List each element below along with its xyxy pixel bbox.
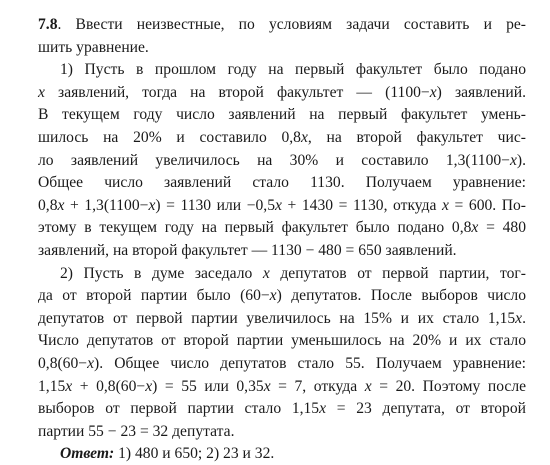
part2-line-5: 0,8(60−x). Общее число депутатов стало 55. Получаем уравнение: xyxy=(38,355,526,372)
problem-header-line-1 xyxy=(38,14,526,36)
part2-line-7: выборов от первой партии стало 1,15x = 23 депутата, от второй xyxy=(38,400,526,418)
problem-header-line-2: шить уравнение. xyxy=(38,38,149,56)
part2-line-6: 1,15x + 0,8(60−x) = 55 или 0,35x = 7, откуда x = 20. Поэтому после xyxy=(38,377,527,395)
part2-line-8: партии 55 − 23 = 32 депутата. xyxy=(38,422,235,440)
part1-line-9: заявлений, на второй факультет — 1130 − 480 = 650 заявлений. xyxy=(38,242,457,259)
part1-line-2: x заявлений, тогда на второй факультет — (1100−x) заявлений. xyxy=(38,83,526,101)
part2-line-4: Число депутатов от второй партии уменьшилось на 20% и их стало xyxy=(38,332,526,350)
part1-line-1: 1) Пусть в прошлом году на первый факультет было подано xyxy=(60,61,526,79)
part1-line-8: этому в текущем году на первый факультет было подано 0,8x = 480 xyxy=(38,219,526,237)
part1-line-4: шилось на 20% и составило 0,8x, на второй факультет чис- xyxy=(38,129,526,146)
part2-line-3: депутатов от первой партии увеличилось на 15% и их стало 1,15x. xyxy=(38,309,526,327)
problem-statement: . Ввести неизвестные, по условиям задачи составить и ре- xyxy=(57,16,526,33)
part2-line-2: да от второй партии было (60−x) депутатов. После выборов число xyxy=(38,287,526,305)
answer-line xyxy=(60,443,526,465)
part1-line-6: Общее число заявлений стало 1130. Получаем уравнение: xyxy=(38,174,526,192)
part1-line-5: ло заявлений увеличилось на 30% и составило 1,3(1100−x). xyxy=(38,151,526,169)
part2-line-1: 2) Пусть в думе заседало x депутатов от первой партии, тог- xyxy=(60,264,526,282)
answer-label: Ответ: xyxy=(60,445,115,463)
problem-number: 7.8 xyxy=(38,16,58,33)
answer-text: 1) 480 и 650; 2) 23 и 32. xyxy=(114,445,275,463)
part1-line-7: 0,8x + 1,3(1100−x) = 1130 или −0,5x + 1430 = 1130, откуда x = 600. По- xyxy=(38,196,527,214)
part1-line-3: В текущем году число заявлений на первый факультет умень- xyxy=(38,106,526,124)
